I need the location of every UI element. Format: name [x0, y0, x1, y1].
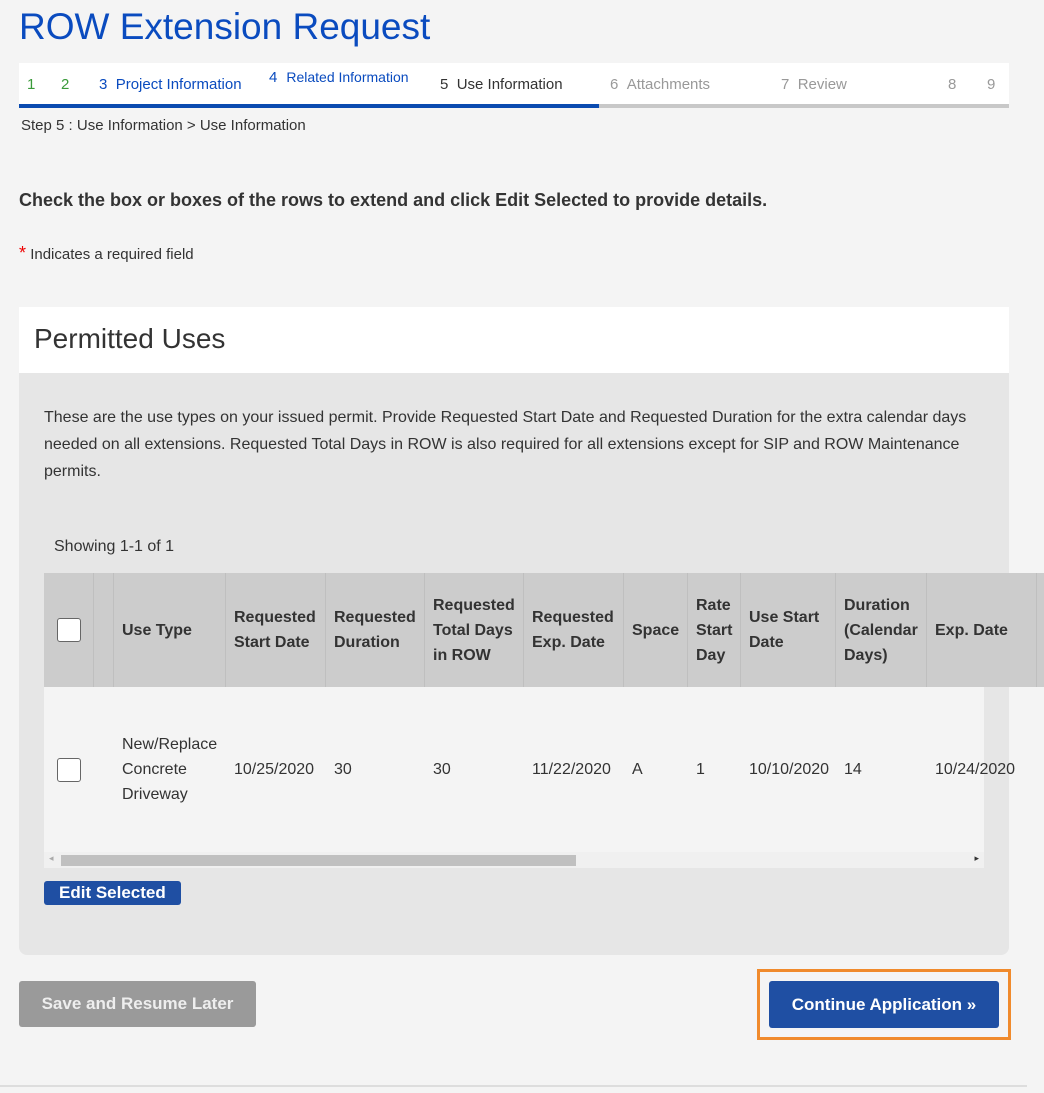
- panel-title: Permitted Uses: [19, 307, 1009, 373]
- col-header[interactable]: Use Type: [114, 573, 226, 687]
- col-header[interactable]: Requested Start Date: [226, 573, 326, 687]
- cell-rate-start: 1: [696, 761, 705, 778]
- cell-duration: 14: [844, 761, 862, 778]
- progress-steps: [19, 63, 1009, 108]
- cell-use-start: 10/10/2020: [749, 761, 830, 778]
- step-9: 9: [987, 76, 996, 93]
- uses-table: [44, 573, 1016, 868]
- step-3[interactable]: [99, 76, 242, 93]
- progress-fill: [19, 104, 599, 108]
- select-all-checkbox[interactable]: [57, 618, 81, 642]
- step-8: 8: [948, 76, 957, 93]
- cell-req-total: 30: [433, 761, 451, 778]
- step-num: 6: [610, 76, 619, 93]
- save-resume-later-button[interactable]: Save and Resume Later: [19, 981, 256, 1027]
- scrollbar-thumb[interactable]: [61, 855, 576, 866]
- cell-exp-date: 10/24/2020: [935, 761, 1016, 778]
- col-header[interactable]: Duration (Calendar Days): [836, 573, 927, 687]
- edit-selected-button[interactable]: Edit Selected: [44, 881, 181, 905]
- step-num: 5: [440, 76, 449, 93]
- cell-req-duration: 30: [334, 761, 352, 778]
- required-star: *: [19, 243, 27, 263]
- step-6: [610, 76, 710, 93]
- continue-application-button[interactable]: Continue Application »: [769, 981, 999, 1028]
- col-header[interactable]: Requested Exp. Date: [524, 573, 624, 687]
- step-7: [781, 76, 847, 93]
- cell-req-start: 10/25/2020: [234, 761, 315, 778]
- footer-divider: [0, 1085, 1027, 1087]
- scroll-left-icon[interactable]: ◂: [49, 853, 54, 863]
- step-label: Project Information: [115, 76, 242, 93]
- step-label: Related Information: [286, 69, 409, 85]
- scroll-right-icon[interactable]: ▸: [974, 853, 979, 863]
- row-checkbox[interactable]: [57, 758, 81, 782]
- breadcrumb: Step 5 : Use Information > Use Information: [21, 117, 306, 134]
- cell-req-exp: 11/22/2020: [532, 761, 611, 778]
- col-header[interactable]: Space: [624, 573, 688, 687]
- table-row: [44, 687, 1044, 852]
- step-4[interactable]: [269, 69, 409, 86]
- cell-use-type: New/Replace Concrete Driveway: [122, 736, 218, 803]
- col-header[interactable]: Requested Total Days in ROW: [425, 573, 524, 687]
- cell-space: A: [632, 761, 643, 778]
- step-1[interactable]: 1: [27, 76, 36, 93]
- horizontal-scrollbar[interactable]: [44, 852, 984, 868]
- page-title: ROW Extension Request: [19, 6, 431, 47]
- instruction-text: Check the box or boxes of the rows to extend and click Edit Selected to provide details.: [19, 190, 768, 210]
- required-note-text: Indicates a required field: [30, 246, 194, 263]
- col-header[interactable]: Requested Duration: [326, 573, 425, 687]
- step-num: 7: [781, 76, 790, 93]
- step-num: 4: [269, 69, 278, 86]
- table-header: [44, 573, 1044, 687]
- step-5[interactable]: [440, 76, 563, 93]
- required-note: [19, 243, 194, 264]
- results-count: Showing 1-1 of 1: [54, 538, 175, 555]
- panel-description: These are the use types on your issued permit. Provide Requested Start Date and Requested Duration for the extra calendar days needed on all extensions. Requested Total Days in ROW is also required for all extensions except for SIP and ROW Maintenance permits.: [44, 409, 967, 480]
- step-label: Use Information: [456, 76, 563, 93]
- step-label: Review: [797, 76, 847, 93]
- step-num: 3: [99, 76, 108, 93]
- permitted-uses-panel: [19, 307, 1016, 955]
- col-header[interactable]: Exp. Date: [927, 573, 1037, 687]
- step-2[interactable]: 2: [61, 76, 70, 93]
- progress-bar: [19, 104, 1009, 108]
- col-header[interactable]: Use Start Date: [741, 573, 836, 687]
- step-label: Attachments: [626, 76, 711, 93]
- col-header[interactable]: Rate Start Day: [688, 573, 741, 687]
